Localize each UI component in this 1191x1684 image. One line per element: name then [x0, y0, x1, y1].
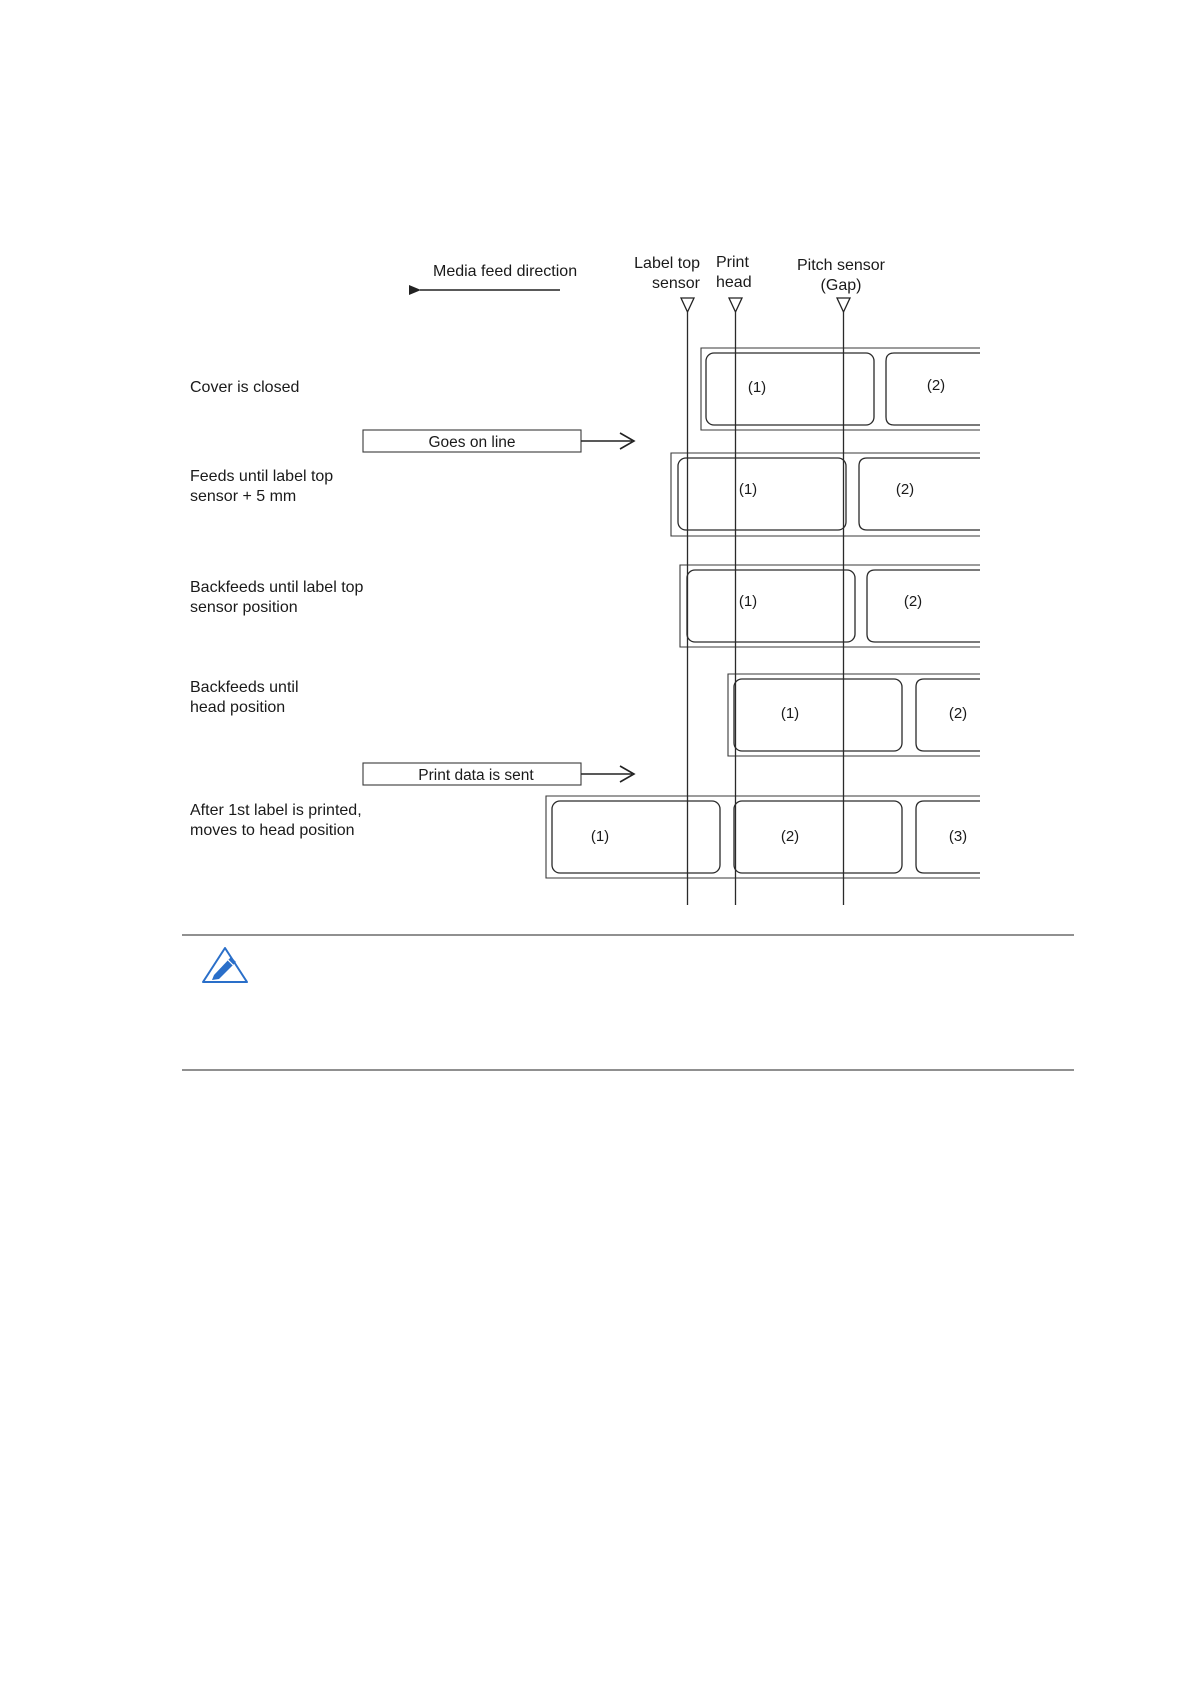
sensor-label-top-line1: Label top: [634, 255, 700, 272]
pencil-note-icon: [203, 948, 247, 982]
media-row-1: [701, 348, 980, 430]
media-row-3: [680, 565, 980, 647]
step-3-line2: sensor position: [190, 599, 298, 616]
label-shape: [678, 458, 846, 530]
media-row-2: [671, 453, 980, 536]
label-shape: [552, 801, 720, 873]
event-print-data-sent: [363, 763, 634, 785]
label-number: (2): [895, 481, 915, 498]
sensor-print-head-line1: Print: [716, 254, 749, 271]
step-2-line1: Feeds until label top: [190, 468, 334, 485]
event-goes-on-line-text: Goes on line: [428, 434, 516, 451]
direction-label: Media feed direction: [433, 263, 578, 280]
media-row-4: [728, 674, 980, 756]
label-number: (2): [948, 705, 968, 722]
step-2-line2: sensor + 5 mm: [190, 488, 297, 505]
label-number: (3): [948, 828, 968, 845]
label-shape: [859, 458, 980, 530]
label-number: (2): [926, 377, 946, 394]
step-5-line2: moves to head position: [190, 822, 355, 839]
label-number: (2): [903, 593, 923, 610]
label-number: (1): [590, 828, 610, 845]
label-number: (1): [747, 379, 767, 396]
label-shape: [867, 570, 980, 642]
step-5-line1: After 1st label is printed,: [190, 802, 362, 819]
step-3-line1: Backfeeds until label top: [190, 579, 364, 596]
step-1-text: Cover is closed: [190, 379, 300, 396]
sensor-label-top-line2: sensor: [651, 275, 700, 292]
sensor-pitch-line2: (Gap): [820, 277, 862, 294]
label-number: (2): [780, 828, 800, 845]
media-row-5: [546, 796, 980, 878]
label-number: (1): [738, 481, 758, 498]
label-shape: [734, 679, 902, 751]
label-shape: [687, 570, 855, 642]
label-number: (1): [780, 705, 800, 722]
label-shape: [734, 801, 902, 873]
sensor-print-head-line2: head: [716, 274, 752, 291]
label-number: (1): [738, 593, 758, 610]
step-4-line2: head position: [190, 699, 286, 716]
event-print-data-sent-text: Print data is sent: [418, 767, 534, 784]
event-goes-on-line: [363, 430, 634, 452]
label-shape: [706, 353, 874, 425]
step-4-line1: Backfeeds until: [190, 679, 299, 696]
sensor-pitch-line1: Pitch sensor: [796, 257, 886, 274]
